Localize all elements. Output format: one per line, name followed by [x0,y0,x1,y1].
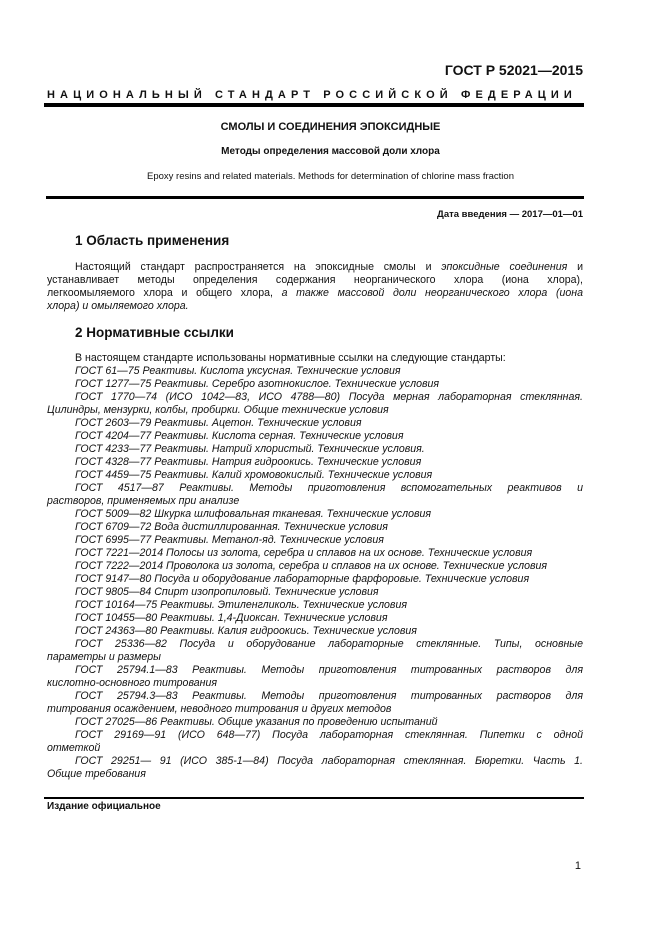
text-run: эпоксидные соединения [441,261,568,273]
reference-item [47,391,583,417]
reference-line: ГОСТ 9147—80 Посуда и оборудование лабораторные фарфоровые. Технические условия [75,573,530,585]
reference-item [47,612,583,625]
reference-item [47,638,583,664]
reference-line: ГОСТ 1277—75 Реактивы. Серебро азотнокислое. Технические условия [75,378,440,390]
reference-line: ГОСТ 7221—2014 Полосы из золота, серебра и сплавов на их основе. Технические условия [75,547,533,559]
reference-line: ГОСТ 4328—77 Реактивы. Натрия гидроокись. Технические условия [75,456,422,468]
reference-line: ГОСТ 25794.3—83 Реактивы. Методы приготовления титрованных растворов для [75,690,583,702]
reference-item [47,534,583,547]
header-rule [44,103,584,107]
text-run: и [567,261,583,273]
text-run: Настоящий стандарт распространяется на эпоксидные смолы и [75,261,442,273]
paragraph-line [47,274,583,287]
title-rule [46,196,584,199]
reference-item [47,729,583,755]
reference-item [47,716,583,729]
reference-line: ГОСТ 29169—91 (ИСО 648—77) Посуда лабораторная стеклянная. Пипетки с одной [75,729,583,741]
reference-line: параметры и размеры [47,651,161,663]
reference-item [47,443,583,456]
document-subtitle: Методы определения массовой доли хлора [221,146,440,157]
reference-item [47,573,583,586]
reference-item [47,508,583,521]
text-run: хлора) и омыляемого хлора. [47,300,189,312]
reference-line: ГОСТ 61—75 Реактивы. Кислота уксусная. Технические условия [75,365,401,377]
reference-item [47,482,583,508]
scope-paragraph [47,261,583,313]
reference-item [47,560,583,573]
reference-line: Общие требования [47,768,146,780]
page-number: 1 [574,860,581,872]
reference-line: ГОСТ 4459—75 Реактивы. Калий хромовокислый. Технические условия [75,469,433,481]
footer-rule [44,797,584,799]
reference-line: ГОСТ 29251— 91 (ИСО 385-1—84) Посуда лабораторная стеклянная. Бюретки. Часть 1. [75,755,583,767]
reference-line: ГОСТ 5009—82 Шкурка шлифовальная тканевая. Технические условия [75,508,432,520]
reference-item [47,378,583,391]
reference-item [47,755,583,781]
reference-line: ГОСТ 7222—2014 Проволока из золота, серебра и сплавов на их основе. Технические условия [75,560,548,572]
reference-item [47,456,583,469]
text-run: устанавливает методы определения содержания неорганического хлора (иона хлора), [47,274,583,286]
references-intro: В настоящем стандарте использованы нормативные ссылки на следующие стандарты: [75,352,506,364]
reference-item [47,586,583,599]
document-number: ГОСТ Р 52021—2015 [444,62,583,78]
official-edition-label: Издание официальное [47,801,161,812]
reference-line: Цилиндры, мензурки, колбы, пробирки. Общие технические условия [47,404,389,416]
introduction-date: Дата введения — 2017—01—01 [437,209,583,220]
reference-item [47,625,583,638]
reference-line: ГОСТ 4517—87 Реактивы. Методы приготовления вспомогательных реактивов и [75,482,583,494]
section-2-heading: 2 Нормативные ссылки [75,325,234,340]
reference-line: ГОСТ 27025—86 Реактивы. Общие указания по проведению испытаний [75,716,438,728]
reference-line: ГОСТ 9805—84 Спирт изопропиловый. Технические условия [75,586,379,598]
reference-item [47,430,583,443]
text-run: а также массовой доли неорганического хлора (иона [281,287,584,299]
reference-line: ГОСТ 25794.1—83 Реактивы. Методы приготовления титрованных растворов для [75,664,583,676]
section-1-heading: 1 Область применения [75,233,230,248]
reference-item [47,521,583,534]
reference-item [47,417,583,430]
document-title: СМОЛЫ И СОЕДИНЕНИЯ ЭПОКСИДНЫЕ [220,121,441,133]
paragraph-line [47,300,583,313]
reference-line: ГОСТ 2603—79 Реактивы. Ацетон. Технические условия [75,417,362,429]
reference-line: отметкой [47,742,101,754]
reference-line: ГОСТ 6709—72 Вода дистиллированная. Технические условия [75,521,388,533]
paragraph-line [47,287,583,300]
reference-line: ГОСТ 6995—77 Реактивы. Метанол-яд. Технические условия [75,534,384,546]
reference-line: растворов, применяемых при анализе [47,495,240,507]
reference-line: ГОСТ 10164—75 Реактивы. Этиленгликоль. Технические условия [75,599,408,611]
reference-line: титрования осаждением, неводного титрования и других методов [47,703,392,715]
reference-line: ГОСТ 4233—77 Реактивы. Натрий хлористый. Технические условия. [75,443,425,455]
reference-item [47,690,583,716]
national-standard-banner: НАЦИОНАЛЬНЫЙ СТАНДАРТ РОССИЙСКОЙ ФЕДЕРАЦИИ [47,89,577,101]
text-run: легкоомыляемого хлора и общего хлора, [47,287,282,299]
reference-item [47,664,583,690]
reference-item [47,365,583,378]
reference-line: ГОСТ 10455—80 Реактивы. 1,4-Диоксан. Технические условия [75,612,388,624]
normative-references-list [47,352,583,781]
reference-item [47,469,583,482]
reference-line: ГОСТ 4204—77 Реактивы. Кислота серная. Технические условия [75,430,404,442]
reference-line: кислотно-основного титрования [47,677,218,689]
reference-line: ГОСТ 24363—80 Реактивы. Калия гидроокись. Технические условия [75,625,417,637]
reference-item [47,547,583,560]
english-title: Epoxy resins and related materials. Methods for determination of chlorine mass fraction [147,171,514,182]
reference-line: ГОСТ 1770—74 (ИСО 1042—83, ИСО 4788—80) Посуда мерная лабораторная стеклянная. [75,391,583,403]
reference-line: ГОСТ 25336—82 Посуда и оборудование лабораторные стеклянные. Типы, основные [75,638,583,650]
paragraph-line [47,261,583,274]
reference-item [47,599,583,612]
